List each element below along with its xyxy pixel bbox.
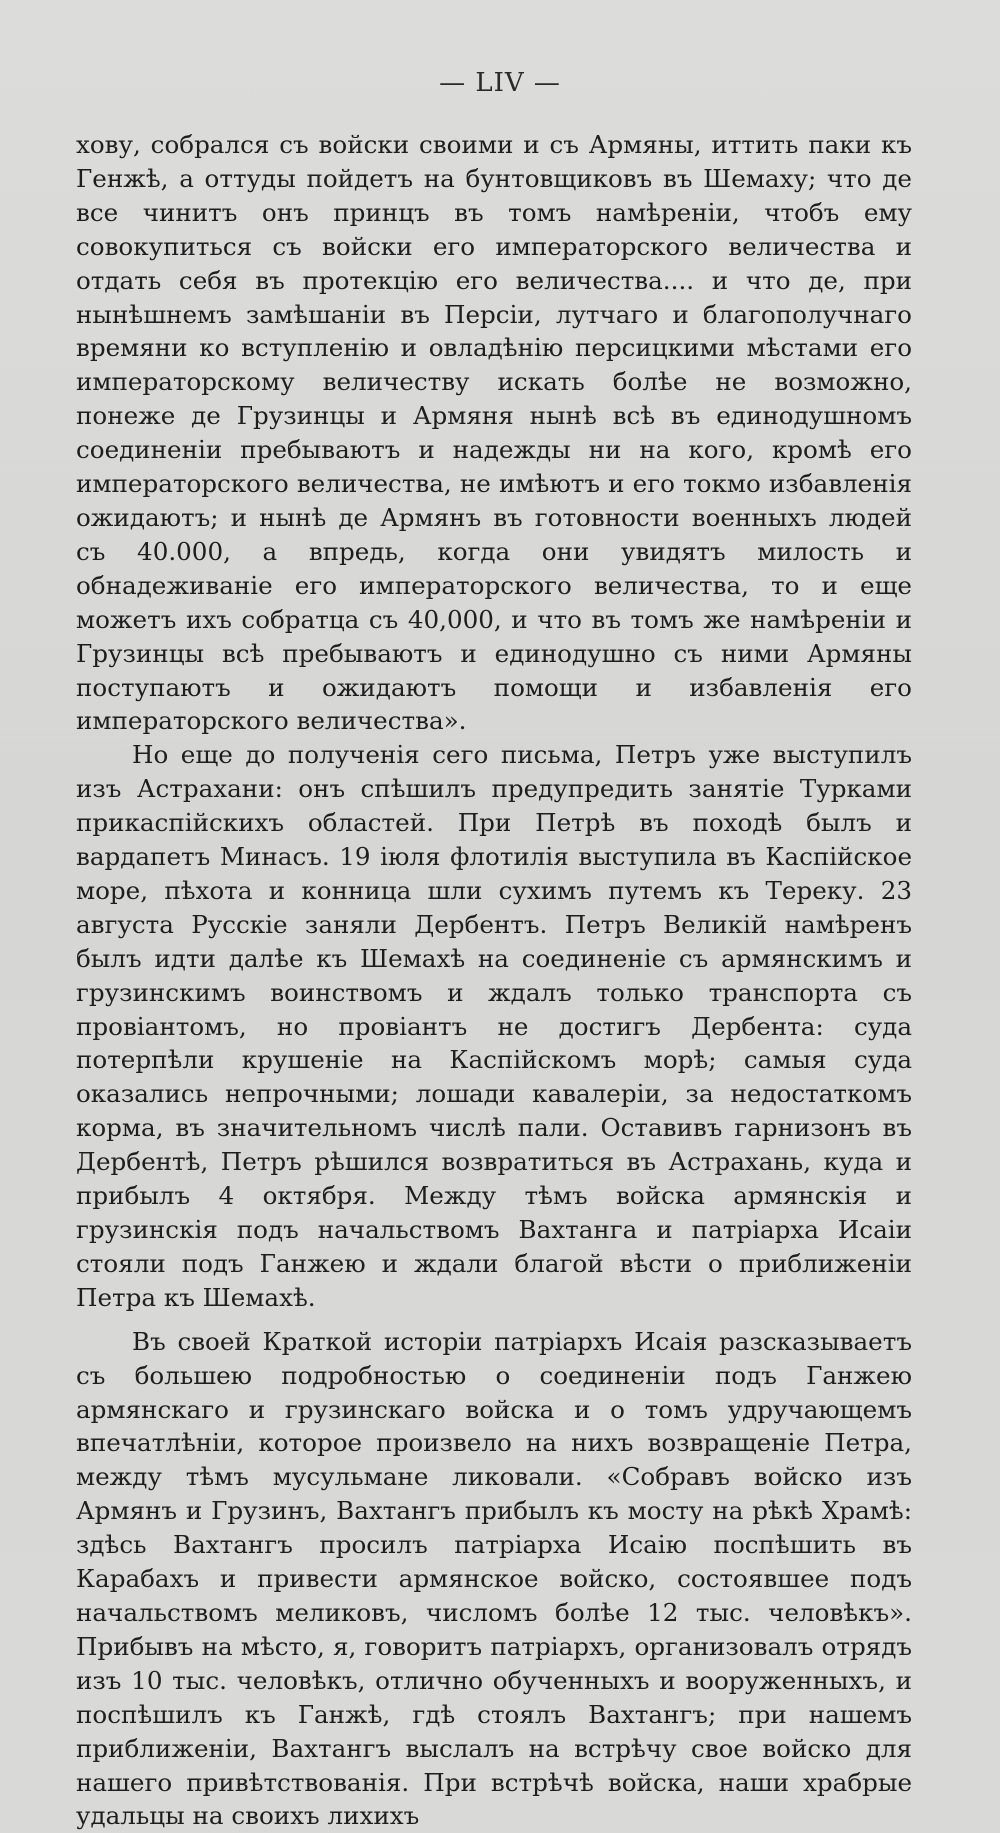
- paragraph-isaiah-history: Въ своей Краткой исторіи патріархъ Исаія разсказываетъ съ большею подробностью о соединеніи подъ Ганжею армянскаго и грузинскаго войска и о томъ удручающемъ впечатлѣніи, которое произвело на нихъ возвращеніе Петра, между тѣмъ мусульмане ликовали. «Собравъ войско изъ Армянъ и Грузинъ, Вахтангъ прибылъ къ мосту на рѣкѣ Храмѣ: здѣсь Вахтангъ просилъ патріарха Исаію поспѣшить въ Карабахъ и привести армянское войско, состоявшее подъ начальствомъ меликовъ, числомъ болѣе 12 тыс. человѣкъ». Прибывъ на мѣсто, я, говоритъ патріархъ, организовалъ отрядъ изъ 10 тыс. человѣкъ, отлично обученныхъ и вооруженныхъ, и поспѣшилъ къ Ганжѣ, гдѣ стоялъ Вахтангъ; при нашемъ приближеніи, Вахтангъ выслалъ на встрѣчу свое войско для нашего привѣтствованія. При встрѣчѣ войска, наши храбрые удальцы на своихъ лихихъ: [76, 1326, 912, 1831]
- paragraph-peter-departure: Но еще до полученія сего письма, Петръ уже выступилъ изъ Астрахани: онъ спѣшилъ предупредить занятіе Турками прикаспійскихъ областей. При Петрѣ въ походѣ былъ и вардапетъ Минасъ. 19 іюля флотилія выступила въ Каспійское море, пѣхота и конница шли сухимъ путемъ къ Тереку. 23 августа Русскіе заняли Дербентъ. Петръ Великій намѣренъ былъ идти далѣе къ Шемахѣ на соединеніе съ армянскимъ и грузинскимъ воинствомъ и ждалъ только транспорта съ провіантомъ, но провіантъ не достигъ Дербента: суда потерпѣли крушеніе на Каспійскомъ морѣ; самыя суда оказались непрочными; лошади кавалеріи, за недостаткомъ корма, въ значительномъ числѣ пали. Оставивъ гарнизонъ въ Дербентѣ, Петръ рѣшился возвратиться въ Астрахань, куда и прибылъ 4 октября. Между тѣмъ войска армянскія и грузинскія подъ начальствомъ Вахтанга и патріарха Исаіи стояли подъ Ганжею и ждали благой вѣсти о приближеніи Петра къ Шемахѣ.: [76, 740, 912, 1312]
- paragraph-continuation: хову, собрался съ войски своими и съ Армяны, иттить паки къ Генжѣ, а оттуды пойдетъ на бунтовщиковъ въ Шемаху; что де все чинитъ онъ принцъ въ томъ намѣреніи, чтобъ ему совокупиться съ войски его императорского величества и отдать себя въ протекцію его величества.... и что де, при нынѣшнемъ замѣшаніи въ Персіи, лутчаго и благополучнаго времяни ко вступленію и овладѣнію персицкими мѣстами его императорскому величеству искать болѣе не возможно, понеже де Грузинцы и Армяня нынѣ всѣ въ единодушномъ соединеніи пребываютъ и надежды ни на кого, кромѣ его императорского величества, не имѣютъ и его токмо избавленія ожидаютъ; и нынѣ де Армянъ въ готовности военныхъ людей съ 40.000, а впредь, когда они увидятъ милость и обнадеживаніе его императорского величества, то и еще можетъ ихъ собратца съ 40,000, и что въ томъ же намѣреніи и Грузинцы всѣ пребываютъ и единодушно съ ними Армяны поступаютъ и ожидаютъ помощи и избавленія его императорского величества».: [76, 130, 912, 736]
- body-text: [76, 128, 912, 1833]
- page-number-header: — LIV —: [439, 68, 561, 98]
